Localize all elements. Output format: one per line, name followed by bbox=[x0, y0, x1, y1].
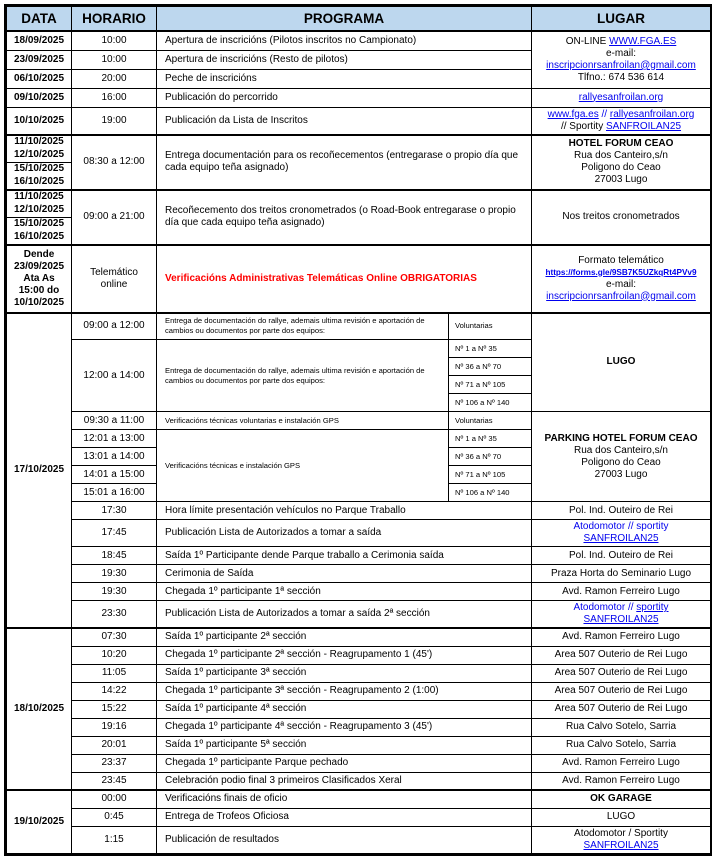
time-cell bbox=[72, 682, 157, 700]
date-text: 16/10/2025 bbox=[13, 175, 65, 187]
time-cell bbox=[72, 790, 157, 808]
text: 07:30 bbox=[101, 631, 127, 643]
venue-cell bbox=[532, 107, 711, 135]
date-text: 12/10/2025 bbox=[13, 148, 65, 160]
text: HOTEL FORUM CEAO bbox=[568, 138, 674, 149]
program-cell bbox=[157, 736, 532, 754]
program-cell bbox=[157, 628, 532, 646]
text: 23:30 bbox=[101, 608, 127, 619]
time-cell bbox=[72, 565, 157, 583]
text: e-mail: bbox=[605, 278, 636, 290]
link-inscripcionrsanfroilan-gmail-com[interactable]: inscripcionrsanfroilan@gmail.com bbox=[546, 290, 696, 302]
text: 19:30 bbox=[101, 567, 127, 579]
text: 16:00 bbox=[101, 91, 127, 103]
time-cell bbox=[72, 826, 157, 853]
time-cell bbox=[72, 646, 157, 664]
group-cell bbox=[449, 376, 532, 394]
text: Entrega de Trofeos Oficiosa bbox=[165, 811, 289, 822]
text: 11:05 bbox=[101, 667, 127, 678]
time-cell bbox=[72, 430, 157, 448]
venue-cell bbox=[532, 601, 711, 629]
text: LUGO bbox=[606, 811, 636, 822]
time-cell bbox=[72, 601, 157, 629]
time-cell bbox=[72, 718, 157, 736]
program-cell bbox=[157, 245, 532, 313]
program-cell bbox=[157, 565, 532, 583]
text: Area 507 Outerio de Rei Lugo bbox=[554, 667, 688, 678]
time-cell bbox=[72, 50, 157, 69]
time-cell bbox=[72, 484, 157, 502]
table-row bbox=[7, 700, 711, 718]
text: Voluntarias bbox=[455, 321, 493, 331]
link-www-fga-es[interactable]: WWW.FGA.ES bbox=[609, 35, 677, 47]
text: Poligono do Ceao bbox=[581, 456, 661, 468]
text: // Sportity bbox=[560, 120, 606, 132]
text: Publicación Lista de Autorizados a tomar a saída bbox=[165, 527, 382, 538]
text: Praza Horta do Seminario Lugo bbox=[550, 567, 692, 579]
program-cell bbox=[157, 754, 532, 772]
text: Avd. Ramon Ferreiro Lugo bbox=[562, 757, 680, 768]
link-sportity[interactable]: sportity bbox=[636, 602, 669, 613]
text: 09:30 a 11:00 bbox=[83, 414, 145, 426]
date-cell bbox=[7, 69, 72, 88]
text: 19:30 bbox=[101, 585, 127, 597]
table-row bbox=[7, 646, 711, 664]
program-cell bbox=[157, 135, 532, 190]
table-row bbox=[7, 412, 711, 430]
venue-cell bbox=[532, 313, 711, 412]
group-cell bbox=[449, 448, 532, 466]
date-cell bbox=[7, 790, 72, 853]
date-cell bbox=[7, 31, 72, 50]
text: 14:01 a 15:00 bbox=[83, 468, 145, 480]
table-row bbox=[7, 31, 711, 50]
text: 15:22 bbox=[101, 703, 127, 714]
text: Atodomotor // sportity bbox=[573, 521, 669, 532]
time-cell bbox=[72, 628, 157, 646]
text: online bbox=[100, 278, 128, 290]
text: 10:00 bbox=[101, 53, 127, 65]
link-sanfroilan25[interactable]: SANFROILAN25 bbox=[605, 120, 682, 132]
link-inscripcionrsanfroilan-gmail-com[interactable]: inscripcionrsanfroilan@gmail.com bbox=[546, 59, 696, 71]
table-row bbox=[7, 664, 711, 682]
venue-cell bbox=[532, 682, 711, 700]
text: Nº 106 a Nº 140 bbox=[455, 487, 510, 497]
table-row bbox=[7, 772, 711, 790]
text: Area 507 Outerio de Rei Lugo bbox=[554, 649, 688, 660]
text: Avd. Ramon Ferreiro Lugo bbox=[562, 774, 680, 786]
text: Nº 36 a Nº 70 bbox=[455, 361, 502, 371]
text: Chegada 1º participante 1ª sección bbox=[165, 585, 321, 597]
date-cell bbox=[7, 50, 72, 69]
text: 23:45 bbox=[101, 774, 127, 786]
text: ON-LINE bbox=[565, 35, 610, 47]
program-cell bbox=[157, 340, 449, 412]
group-cell bbox=[449, 430, 532, 448]
venue-cell bbox=[532, 664, 711, 682]
venue-cell bbox=[532, 790, 711, 808]
program-cell bbox=[157, 107, 532, 135]
col-header-programa: PROGRAMA bbox=[157, 7, 532, 32]
text: Rua dos Canteiro,s/n bbox=[574, 150, 668, 161]
date-subgroup bbox=[7, 191, 71, 217]
table-row bbox=[7, 628, 711, 646]
table-row bbox=[7, 135, 711, 190]
table-row bbox=[7, 107, 711, 135]
program-cell bbox=[157, 826, 532, 853]
text: Atodomotor // bbox=[573, 602, 637, 613]
venue-cell bbox=[532, 628, 711, 646]
text: Publicación da Lista de Inscritos bbox=[165, 114, 308, 126]
time-cell bbox=[72, 700, 157, 718]
program-cell bbox=[157, 583, 532, 601]
link-sanfroilan25[interactable]: SANFROILAN25 bbox=[583, 533, 659, 544]
venue-cell bbox=[532, 736, 711, 754]
time-cell bbox=[72, 107, 157, 135]
text: 00:00 bbox=[101, 793, 127, 805]
time-cell bbox=[72, 31, 157, 50]
col-header-horario: HORARIO bbox=[72, 7, 157, 32]
time-cell bbox=[72, 547, 157, 565]
venue-cell bbox=[532, 245, 711, 313]
table-row bbox=[7, 502, 711, 520]
table-row bbox=[7, 808, 711, 826]
table-row bbox=[7, 754, 711, 772]
text: Ata As bbox=[23, 272, 55, 284]
text: Peche de inscricións bbox=[165, 72, 257, 84]
text: Chegada 1º participante 3ª sección - Reagrupamento 2 (1:00) bbox=[165, 685, 439, 696]
time-cell bbox=[72, 135, 157, 190]
col-header-lugar: LUGAR bbox=[532, 7, 711, 32]
text: Verificacións Administrativas Telemáticas Online OBRIGATORIAS bbox=[165, 272, 477, 284]
text: 15:00 do bbox=[18, 284, 60, 296]
date-cell bbox=[7, 107, 72, 135]
text: Saída 1º participante 2ª sección bbox=[165, 631, 307, 643]
program-cell bbox=[157, 664, 532, 682]
table-row bbox=[7, 826, 711, 853]
venue-cell bbox=[532, 135, 711, 190]
text: 0:45 bbox=[104, 811, 124, 822]
text: Rua Calvo Sotelo, Sarria bbox=[565, 739, 677, 750]
table-row bbox=[7, 682, 711, 700]
link-www-fga-es[interactable]: www.fga.es bbox=[547, 108, 599, 120]
text: 13:01 a 14:00 bbox=[83, 450, 145, 462]
date-text: 15/10/2025 bbox=[13, 217, 65, 229]
table-row bbox=[7, 583, 711, 601]
program-cell bbox=[157, 601, 532, 629]
date-cell bbox=[7, 628, 72, 790]
table-row bbox=[7, 718, 711, 736]
venue-cell bbox=[532, 718, 711, 736]
text: 20:01 bbox=[101, 739, 127, 750]
text: 20:00 bbox=[101, 72, 127, 84]
text: Entrega de documentación do rallye, ademais ultima revisión e aportación de cambios ou documentos por parte dos equipos: bbox=[165, 316, 425, 336]
time-cell bbox=[72, 412, 157, 430]
time-cell bbox=[72, 448, 157, 466]
time-cell bbox=[72, 772, 157, 790]
text: Recoñecemento dos treitos cronometrados (o Road-Book entregarase o propio día que cada equipo teña asignado) bbox=[165, 205, 516, 228]
text: 15:01 a 16:00 bbox=[83, 486, 145, 498]
text: Tlfno.: 674 536 614 bbox=[577, 71, 665, 83]
table-row bbox=[7, 547, 711, 565]
time-cell bbox=[72, 754, 157, 772]
text: Area 507 Outerio de Rei Lugo bbox=[554, 703, 688, 714]
program-cell bbox=[157, 772, 532, 790]
text: LUGO bbox=[606, 356, 636, 368]
venue-cell bbox=[532, 808, 711, 826]
time-cell bbox=[72, 808, 157, 826]
venue-cell bbox=[532, 88, 711, 107]
text: Atodomotor / Sportity bbox=[574, 827, 668, 839]
text: Nº 106 a Nº 140 bbox=[455, 397, 510, 407]
rally-schedule-document bbox=[4, 4, 712, 856]
table-row bbox=[7, 790, 711, 808]
text: 08:30 a 12:00 bbox=[83, 156, 145, 167]
program-cell bbox=[157, 646, 532, 664]
table-row bbox=[7, 313, 711, 340]
date-subgroup bbox=[7, 217, 71, 244]
text: 17:30 bbox=[101, 504, 127, 516]
group-cell bbox=[449, 412, 532, 430]
text: Chegada 1º participante 2ª sección - Reagrupamento 1 (45') bbox=[165, 649, 433, 660]
text: Entrega de documentación do rallye, ademais ultima revisión e aportación de cambios ou documentos por parte dos equipos: bbox=[165, 365, 425, 385]
program-cell bbox=[157, 520, 532, 547]
text: Nº 36 a Nº 70 bbox=[455, 451, 502, 461]
text: Publicación do percorrido bbox=[165, 91, 278, 103]
date-cell bbox=[7, 313, 72, 629]
link-https-forms-gle-9sb7k5uzkqrt4pvv9[interactable]: https://forms.gle/9SB7K5UZkqRt4PVv9 bbox=[545, 267, 697, 277]
text: Verificacións técnicas voluntarias e instalación GPS bbox=[165, 415, 339, 425]
text: Apertura de inscricións (Pilotos inscritos no Campionato) bbox=[165, 34, 417, 46]
text: Saída 1º participante 4ª sección bbox=[165, 703, 307, 714]
time-cell bbox=[72, 69, 157, 88]
text: 19:16 bbox=[101, 721, 127, 732]
date-cell bbox=[7, 245, 72, 313]
program-cell bbox=[157, 88, 532, 107]
program-cell bbox=[157, 547, 532, 565]
text: Publicación de resultados bbox=[165, 833, 279, 845]
date-text: 15/10/2025 bbox=[13, 162, 65, 174]
group-cell bbox=[449, 313, 532, 340]
venue-cell bbox=[532, 583, 711, 601]
text: Chegada 1º participante Parque pechado bbox=[165, 757, 349, 768]
text: PARKING HOTEL FORUM CEAO bbox=[544, 432, 698, 444]
text: 12:01 a 13:00 bbox=[83, 432, 145, 444]
text: 19:00 bbox=[101, 114, 127, 126]
venue-cell bbox=[532, 754, 711, 772]
text: 10:00 bbox=[101, 34, 127, 46]
program-cell bbox=[157, 430, 449, 502]
table-row bbox=[7, 565, 711, 583]
text: 10/10/2025 bbox=[13, 114, 65, 126]
text: Poligono do Ceao bbox=[581, 162, 661, 173]
text: Rua dos Canteiro,s/n bbox=[574, 444, 668, 456]
venue-cell bbox=[532, 31, 711, 88]
group-cell bbox=[449, 358, 532, 376]
link-sanfroilan25[interactable]: SANFROILAN25 bbox=[583, 614, 659, 625]
text: OK GARAGE bbox=[590, 793, 652, 805]
time-cell bbox=[72, 466, 157, 484]
program-cell bbox=[157, 31, 532, 50]
text: Formato telemático bbox=[578, 254, 664, 266]
text: 09:00 a 21:00 bbox=[83, 211, 145, 222]
date-cell bbox=[7, 190, 72, 245]
venue-cell bbox=[532, 412, 711, 502]
text: 19/10/2025 bbox=[13, 815, 65, 827]
text: Pol. Ind. Outeiro de Rei bbox=[569, 549, 673, 561]
text: Saída 1º Participante dende Parque traballo a Cerimonia saída bbox=[165, 549, 444, 561]
text: Verificacións finais de oficio bbox=[165, 793, 288, 805]
program-cell bbox=[157, 808, 532, 826]
time-cell bbox=[72, 313, 157, 340]
link-sanfroilan25[interactable]: SANFROILAN25 bbox=[583, 839, 659, 851]
text: Publicación Lista de Autorizados a tomar a saída 2ª sección bbox=[165, 608, 430, 619]
text: Area 507 Outerio de Rei Lugo bbox=[554, 685, 688, 696]
time-cell bbox=[72, 88, 157, 107]
venue-cell bbox=[532, 565, 711, 583]
text: 12:00 a 14:00 bbox=[83, 369, 145, 381]
text: 1:15 bbox=[104, 833, 124, 845]
text: Nº 1 a Nº 35 bbox=[455, 343, 497, 353]
text: Nº 71 a Nº 105 bbox=[455, 469, 506, 479]
time-cell bbox=[72, 190, 157, 245]
text: Rua Calvo Sotelo, Sarria bbox=[565, 721, 677, 732]
time-cell bbox=[72, 664, 157, 682]
program-cell bbox=[157, 313, 449, 340]
time-cell bbox=[72, 583, 157, 601]
text: 09:00 a 12:00 bbox=[83, 320, 145, 332]
date-subgroup bbox=[7, 162, 71, 189]
venue-cell bbox=[532, 826, 711, 853]
text: Saída 1º participante 5ª sección bbox=[165, 739, 307, 750]
venue-cell bbox=[532, 700, 711, 718]
text: Avd. Ramon Ferreiro Lugo bbox=[562, 585, 680, 597]
col-header-data: DATA bbox=[7, 7, 72, 32]
text: Avd. Ramon Ferreiro Lugo bbox=[562, 631, 680, 643]
venue-cell bbox=[532, 646, 711, 664]
group-cell bbox=[449, 340, 532, 358]
time-cell bbox=[72, 736, 157, 754]
date-text: 11/10/2025 bbox=[14, 135, 64, 147]
date-text: 16/10/2025 bbox=[13, 230, 65, 242]
program-cell bbox=[157, 700, 532, 718]
text: Hora límite presentación vehículos no Parque Traballo bbox=[165, 504, 406, 516]
venue-cell bbox=[532, 190, 711, 245]
text: 18/10/2025 bbox=[13, 703, 65, 714]
text: Verificacións técnicas e instalación GPS bbox=[165, 460, 301, 470]
text: Cerimonia de Saída bbox=[165, 567, 254, 579]
text: 09/10/2025 bbox=[13, 91, 65, 103]
text: // bbox=[598, 108, 610, 120]
text: 10:20 bbox=[101, 649, 127, 660]
link-rallyesanfroilan-org[interactable]: rallyesanfroilan.org bbox=[609, 108, 695, 120]
date-text: 11/10/2025 bbox=[14, 190, 64, 202]
text: Apertura de inscricións (Resto de pilotos) bbox=[165, 53, 348, 65]
date-group bbox=[7, 191, 71, 244]
program-cell bbox=[157, 502, 532, 520]
program-cell bbox=[157, 69, 532, 88]
table-row bbox=[7, 245, 711, 313]
text: Chegada 1º participante 4ª sección - Reagrupamento 3 (45') bbox=[165, 721, 433, 732]
text: Dende bbox=[23, 248, 55, 260]
group-cell bbox=[449, 394, 532, 412]
text: 27003 Lugo bbox=[594, 174, 648, 185]
group-cell bbox=[449, 484, 532, 502]
venue-cell bbox=[532, 502, 711, 520]
table-row bbox=[7, 601, 711, 629]
link-rallyesanfroilan-org[interactable]: rallyesanfroilan.org bbox=[578, 91, 664, 103]
text: 23/09/2025 bbox=[13, 53, 65, 65]
text: Nº 71 a Nº 105 bbox=[455, 379, 506, 389]
program-cell bbox=[157, 190, 532, 245]
text: Telemático bbox=[90, 266, 138, 278]
text: Pol. Ind. Outeiro de Rei bbox=[569, 504, 673, 516]
program-cell bbox=[157, 682, 532, 700]
text: Nº 1 a Nº 35 bbox=[455, 433, 497, 443]
program-cell bbox=[157, 718, 532, 736]
date-group bbox=[7, 136, 71, 189]
text: 10/10/2025 bbox=[13, 296, 65, 308]
text: Celebración podio final 3 primeiros Clasificados Xeral bbox=[165, 774, 402, 786]
text: 14:22 bbox=[101, 685, 127, 696]
text: e-mail: bbox=[605, 47, 636, 59]
table-row bbox=[7, 520, 711, 547]
group-cell bbox=[449, 466, 532, 484]
program-cell bbox=[157, 412, 449, 430]
table-row bbox=[7, 736, 711, 754]
text: Voluntarias bbox=[455, 415, 493, 425]
date-subgroup bbox=[7, 136, 71, 162]
text: 23/09/2025 bbox=[13, 260, 65, 272]
date-cell bbox=[7, 88, 72, 107]
text: 27003 Lugo bbox=[594, 468, 648, 480]
text: 17/10/2025 bbox=[13, 464, 65, 476]
table-row bbox=[7, 88, 711, 107]
venue-cell bbox=[532, 547, 711, 565]
time-cell bbox=[72, 520, 157, 547]
venue-cell bbox=[532, 772, 711, 790]
text: 23:37 bbox=[101, 757, 127, 768]
program-cell bbox=[157, 50, 532, 69]
text: Nos treitos cronometrados bbox=[562, 211, 680, 222]
time-cell bbox=[72, 502, 157, 520]
text: 17:45 bbox=[101, 527, 127, 538]
text: Saída 1º participante 3ª sección bbox=[165, 667, 307, 678]
text: Entrega documentación para os recoñecementos (entregarase o propio día que cada equipo teña asignado) bbox=[165, 150, 519, 173]
schedule-table bbox=[6, 6, 711, 854]
venue-cell bbox=[532, 520, 711, 547]
header-row bbox=[7, 7, 711, 32]
date-text: 12/10/2025 bbox=[13, 203, 65, 215]
date-cell bbox=[7, 135, 72, 190]
text: 18/09/2025 bbox=[13, 34, 65, 46]
text: 18:45 bbox=[101, 549, 127, 561]
time-cell bbox=[72, 340, 157, 412]
time-cell bbox=[72, 245, 157, 313]
table-row bbox=[7, 190, 711, 245]
text: 06/10/2025 bbox=[13, 72, 65, 84]
program-cell bbox=[157, 790, 532, 808]
